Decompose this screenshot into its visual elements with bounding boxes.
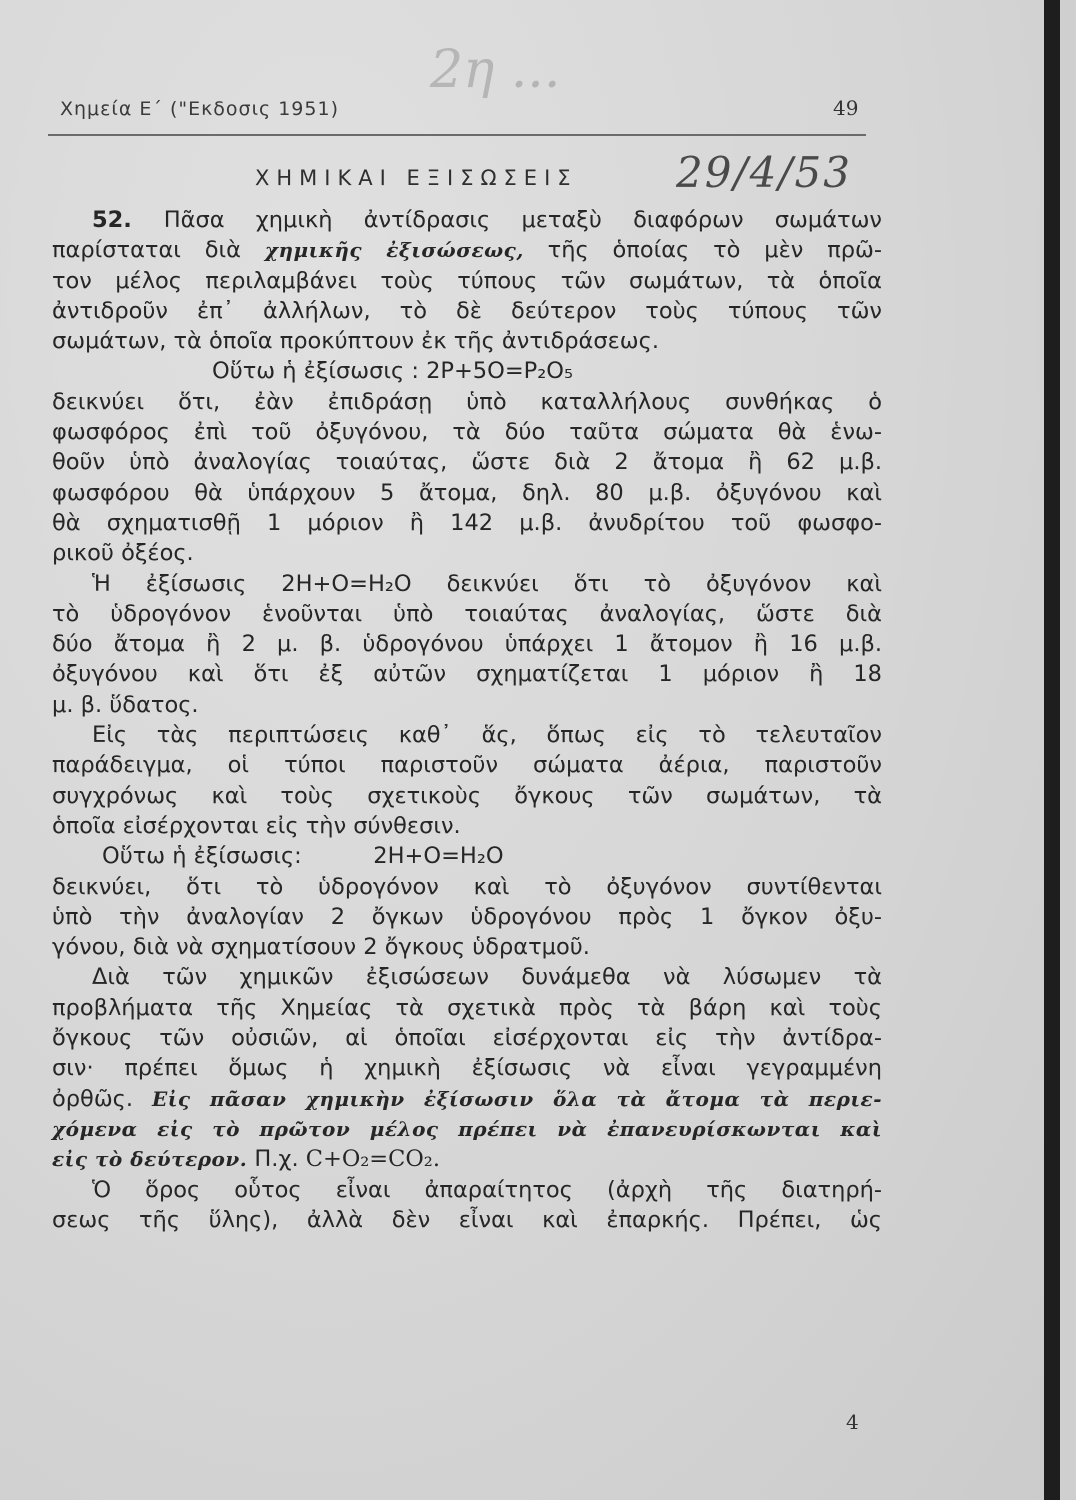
text-run: Οὕτω ἡ ἐξίσωσις : 2P+5O=P₂O₅ [212, 358, 573, 385]
text-run: δεικνύει ὅτι, ἐὰν ἐπιδράσῃ ὑπὸ καταλλήλους συνθήκας ὁ [52, 388, 882, 415]
text-line [52, 659, 882, 689]
text-line [52, 356, 882, 386]
section-title: ΧΗΜΙΚΑΙ ΕΞΙΣΩΣΕΙΣ [255, 166, 578, 190]
text-line [52, 387, 882, 417]
text-line [52, 811, 882, 841]
signature-folio: 4 [846, 1410, 859, 1434]
text-line [52, 326, 882, 356]
text-line [52, 932, 882, 962]
text-line [52, 872, 882, 902]
text-run: Ὁ ὅρος οὗτος εἶναι ἀπαραίτητος (ἀρχὴ τῆς διατηρή- [92, 1176, 882, 1203]
text-line [52, 781, 882, 811]
text-run: τον μέλος περιλαμβάνει τοὺς τύπους τῶν σωμάτων, τὰ ὁποῖα [52, 267, 882, 294]
text-run: Π.χ. [247, 1146, 306, 1173]
text-line [52, 841, 882, 871]
text-run: παράδειγμα, οἱ τύποι παριστοῦν σώματα ἀέρια, παριστοῦν [52, 752, 882, 779]
text-line [52, 629, 882, 659]
text-line [52, 1023, 882, 1053]
text-line [52, 690, 882, 720]
text-line [52, 205, 882, 235]
text-run: παρίσταται διὰ [52, 237, 265, 264]
text-line [52, 1144, 882, 1174]
running-header: Χημεία Ε΄ ("Εκδοσις 1951) [60, 98, 339, 120]
text-line [52, 296, 882, 326]
text-run: ὀρθῶς. [52, 1085, 152, 1112]
text-run: ὁποῖα εἰσέρχονται εἰς τὴν σύνθεσιν. [52, 812, 461, 839]
text-line [52, 902, 882, 932]
text-run: χημικῆς ἐξισώσεως, [264, 238, 524, 263]
pencil-annotation: 2η ... [430, 40, 561, 100]
text-run: δεικνύει, ὅτι τὸ ὑδρογόνον καὶ τὸ ὀξυγόνον συντίθενται [52, 873, 882, 900]
text-run: συγχρόνως καὶ τοὺς σχετικοὺς ὄγκους τῶν σωμάτων, τὰ [52, 782, 882, 809]
text-run: θὰ σχηματισθῇ 1 μόριον ἢ 142 μ.β. ἀνυδρίτου τοῦ φωσφο- [52, 509, 882, 536]
text-run: ἀντιδροῦν ἐπ᾿ ἀλλήλων, τὸ δὲ δεύτερον τοὺς τύπους τῶν [52, 297, 882, 324]
scan-edge [1044, 0, 1060, 1500]
text-line [52, 1175, 882, 1205]
text-run: τὸ ὑδρογόνον ἑνοῦνται ὑπὸ τοιαύτας ἀναλογίας, ὥστε διὰ [52, 600, 882, 627]
text-run: ὄγκους τῶν οὐσιῶν, αἱ ὁποῖαι εἰσέρχονται εἰς τὴν ἀντίδρα- [52, 1025, 882, 1052]
text-line [52, 235, 882, 265]
text-run: χόμενα εἰς τὸ πρῶτον μέλος πρέπει νὰ ἐπανευρίσκωνται καὶ [52, 1116, 882, 1141]
text-run: Εἰς τὰς περιπτώσεις καθ᾿ ἅς, ὅπως εἰς τὸ τελευταῖον [92, 722, 882, 749]
text-line [52, 962, 882, 992]
text-run: φωσφόρου θὰ ὑπάρχουν 5 ἄτομα, δηλ. 80 μ.β. ὀξυγόνου καὶ [52, 479, 882, 506]
text-run: σωμάτων, τὰ ὁποῖα προκύπτουν ἐκ τῆς ἀντιδράσεως. [52, 328, 659, 355]
text-line [52, 569, 882, 599]
text-run: Διὰ τῶν χημικῶν ἐξισώσεων δυνάμεθα νὰ λύσωμεν τὰ [92, 964, 882, 991]
text-run: Ἡ ἐξίσωσις 2H+O=H₂O δεικνύει ὅτι τὸ ὀξυγόνον καὶ [92, 570, 882, 597]
text-run: θοῦν ὑπὸ ἀναλογίας τοιαύτας, ὥστε διὰ 2 ἄτομα ἢ 62 μ.β. [52, 449, 882, 476]
text-line [52, 478, 882, 508]
text-run: τῆς ὁποίας τὸ μὲν πρῶ- [523, 237, 882, 264]
text-line [52, 993, 882, 1023]
handwritten-date: 29/4/53 [676, 148, 852, 197]
text-run: Εἰς πᾶσαν χημικὴν ἐξίσωσιν ὅλα τὰ ἄτομα τὰ περιε- [152, 1086, 883, 1111]
text-run: δύο ἄτομα ἢ 2 μ. β. ὑδρογόνου ὑπάρχει 1 ἄτομον ἢ 16 μ.β. [52, 631, 882, 658]
text-run: σεως τῆς ὕλης), ἀλλὰ δὲν εἶναι καὶ ἐπαρκής. Πρέπει, ὡς [52, 1206, 882, 1233]
text-run: φωσφόρος ἐπὶ τοῦ ὀξυγόνου, τὰ δύο ταῦτα σώματα θὰ ἑνω- [52, 419, 882, 446]
text-line [52, 508, 882, 538]
text-run: μ. β. ὕδατος. [52, 691, 199, 718]
text-line [52, 750, 882, 780]
text-line [52, 266, 882, 296]
text-line [52, 599, 882, 629]
body-text [52, 205, 882, 1235]
text-line [52, 538, 882, 568]
text-run: 52. [92, 207, 164, 233]
text-run: Πᾶσα χημικὴ ἀντίδρασις μεταξὺ διαφόρων σωμάτων [163, 207, 882, 233]
text-run: προβλήματα τῆς Χημείας τὰ σχετικὰ πρὸς τὰ βάρη καὶ τοὺς [52, 994, 882, 1021]
text-run: σιν· πρέπει ὅμως ἡ χημικὴ ἐξίσωσις νὰ εἶναι γεγραμμένη [52, 1055, 882, 1082]
text-line [52, 1053, 882, 1083]
text-run: ὑπὸ τὴν ἀναλογίαν 2 ὄγκων ὑδρογόνου πρὸς 1 ὄγκον ὀξυ- [52, 903, 882, 930]
text-run: εἰς τὸ δεύτερον. [52, 1147, 248, 1172]
text-run: ρικοῦ ὀξέος. [52, 540, 194, 567]
text-run: γόνου, διὰ νὰ σχηματίσουν 2 ὄγκους ὑδρατμοῦ. [52, 934, 590, 961]
text-line [52, 447, 882, 477]
header-rule [48, 134, 866, 136]
text-line [52, 417, 882, 447]
text-run: Οὕτω ἡ ἐξίσωσις: 2H+O=H₂O [102, 843, 504, 870]
text-run: ὀξυγόνου καὶ ὅτι ἐξ αὐτῶν σχηματίζεται 1 μόριον ἢ 18 [52, 661, 882, 688]
text-run: C+O₂=CO₂. [305, 1146, 440, 1173]
text-line [52, 1084, 882, 1114]
text-line [52, 720, 882, 750]
text-line [52, 1114, 882, 1144]
text-line [52, 1205, 882, 1235]
page-number: 49 [833, 96, 859, 120]
